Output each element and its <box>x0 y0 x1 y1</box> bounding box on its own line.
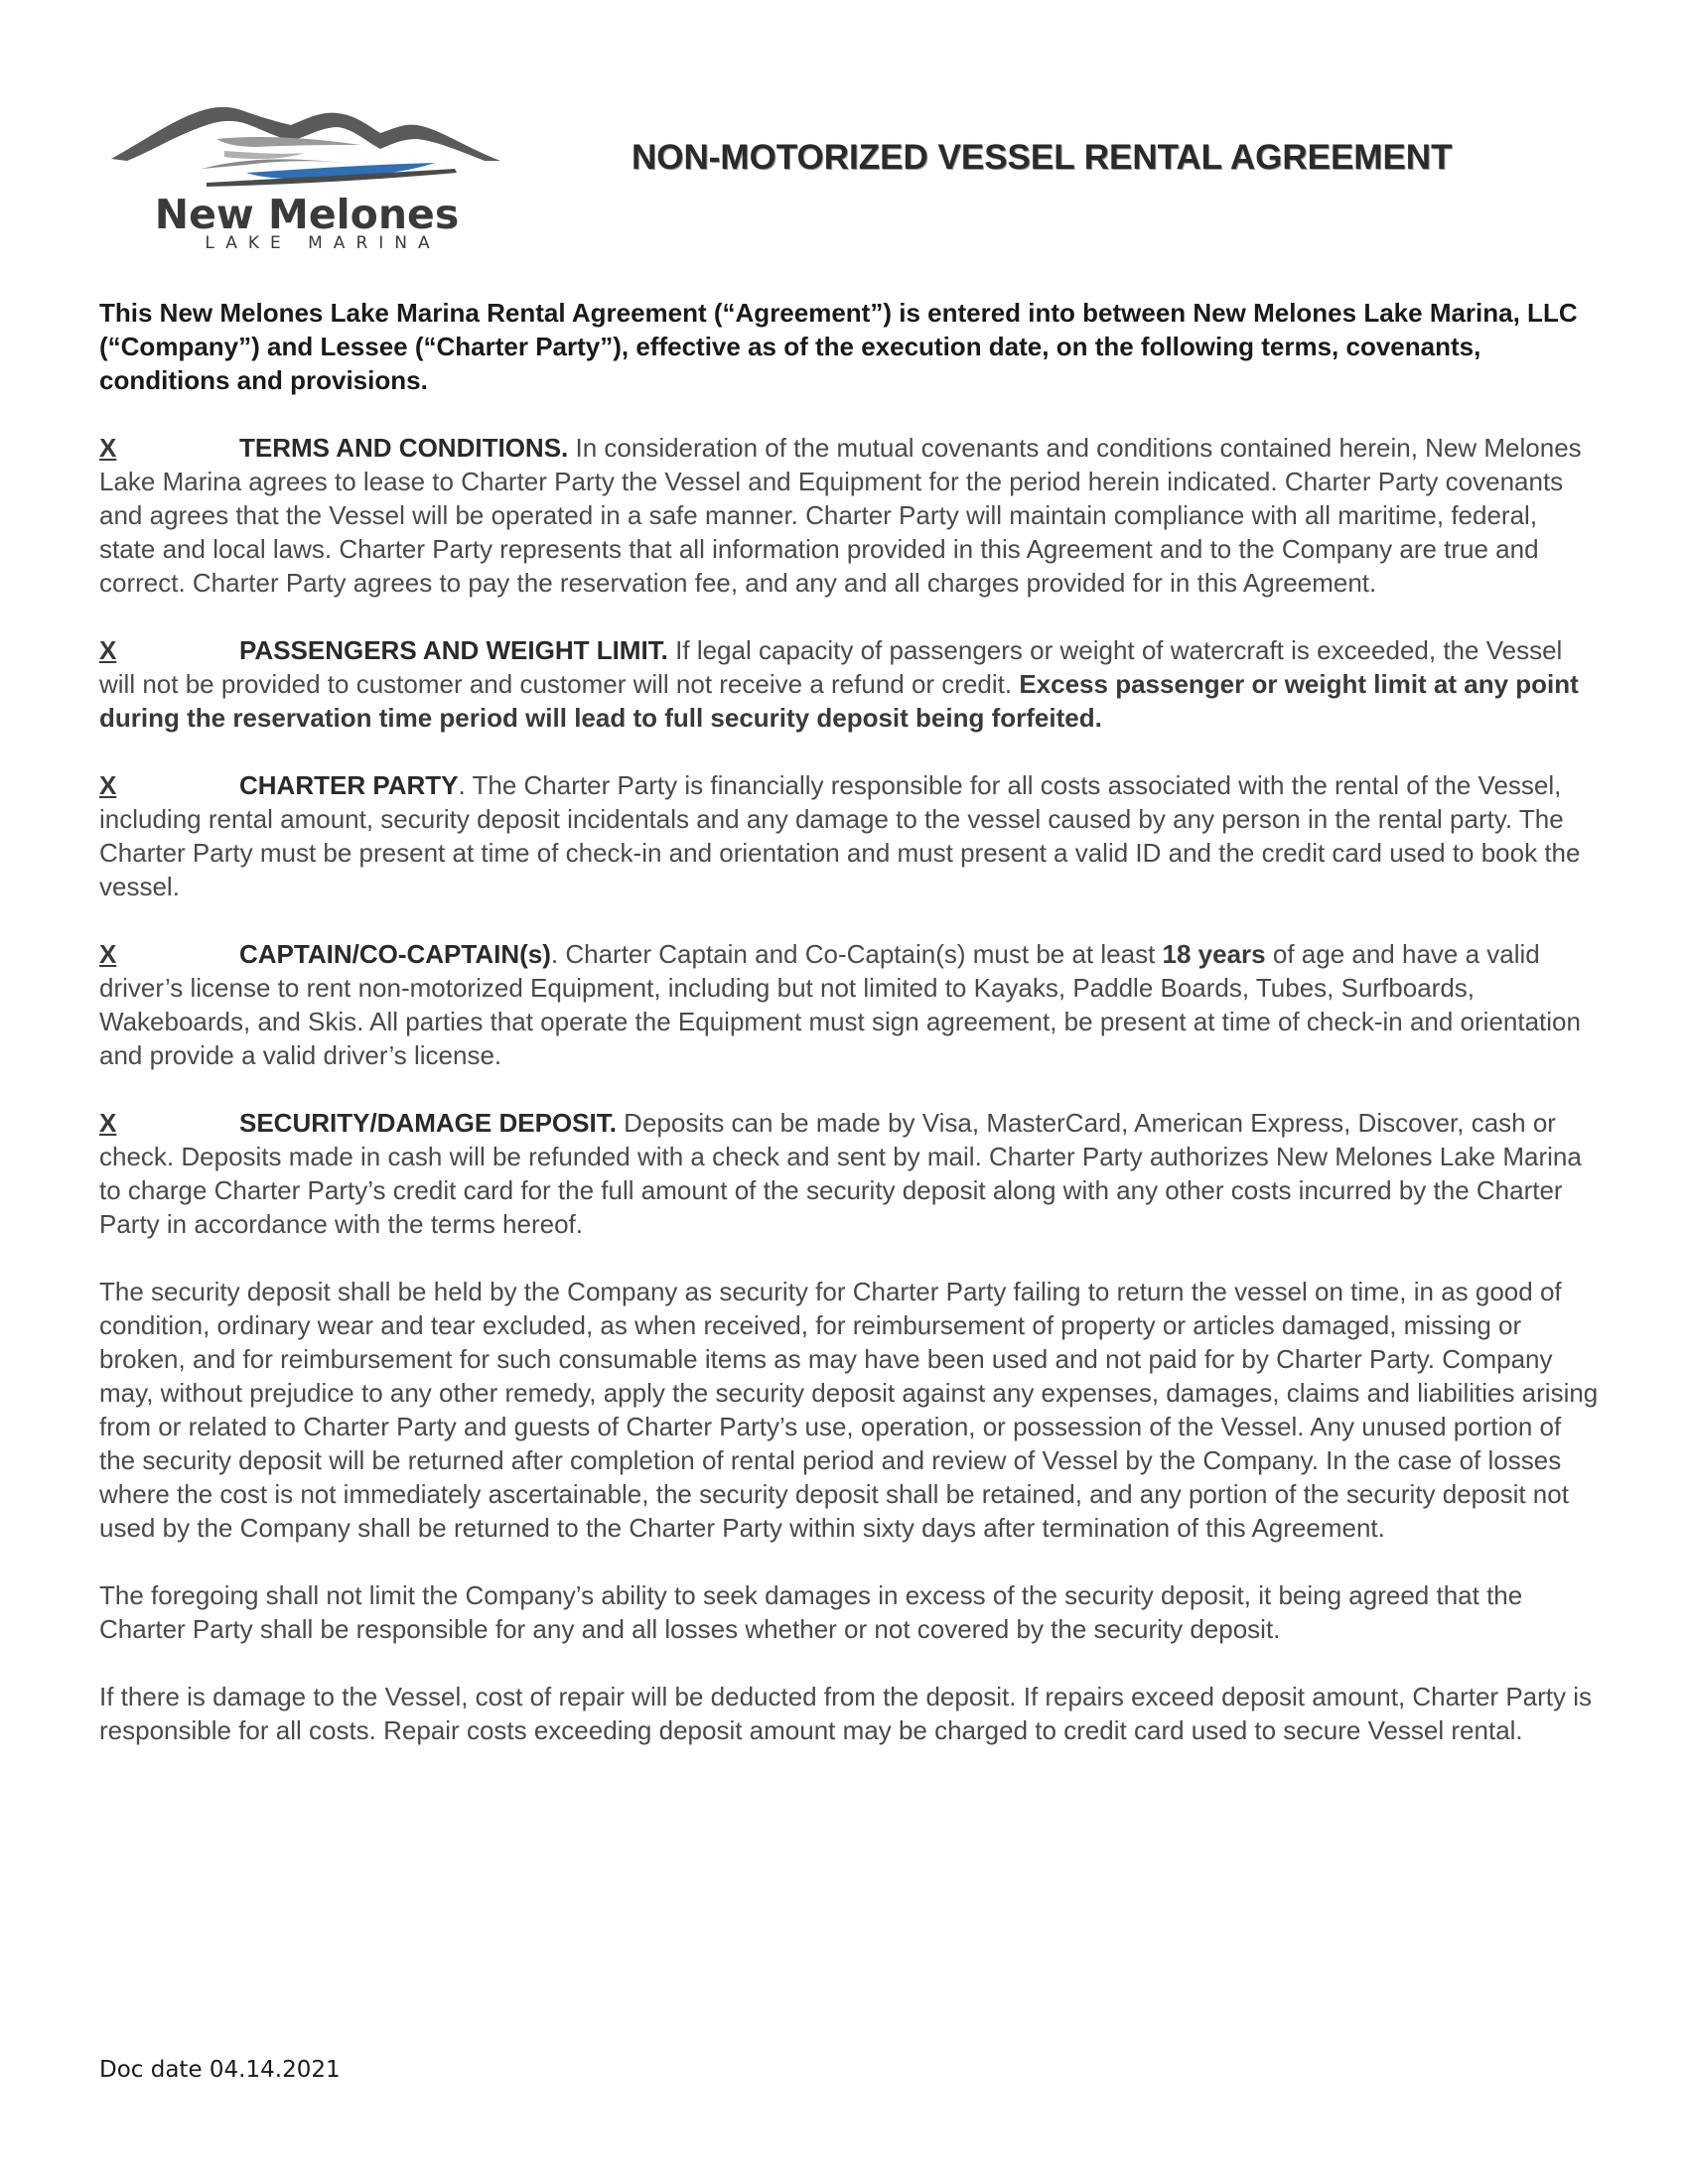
section-heading-terms: TERMS AND CONDITIONS. <box>239 433 569 463</box>
section-captain <box>99 937 1599 1072</box>
section-heading-deposit: SECURITY/DAMAGE DEPOSIT. <box>239 1108 617 1138</box>
initial-mark-deposit: X <box>99 1108 117 1138</box>
minimum-age: 18 years <box>1162 939 1266 969</box>
company-logo <box>107 99 504 258</box>
section-deposit <box>99 1106 1599 1241</box>
section-passengers <box>99 633 1599 735</box>
section-terms <box>99 431 1599 600</box>
paragraph-security-held: The security deposit shall be held by the Company as security for Charter Party failing to return the vessel on time, in as good of condition, ordinary wear and tear excluded, as when received, for reimbursement of property or articles damaged, missing or broken, and for reimbursement for such consumable items as may have been used and not paid for by Charter Party. Company may, without prejudice to any other remedy, apply the security deposit against any expenses, damages, claims and liabilities arising from or related to Charter Party and guests of Charter Party’s use, operation, or possession of the Vessel. Any unused portion of the security deposit will be returned after completion of rental period and review of Vessel by the Company. In the case of losses where the cost is not immediately ascertainable, the security deposit shall be retained, and any portion of the security deposit not used by the Company shall be returned to the Charter Party within sixty days after termination of this Agreement. <box>99 1277 1599 1543</box>
section-text-deposit: Deposits can be made by Visa, MasterCard, American Express, Discover, cash or check. Deposits made in cash will be refunded with a check and sent by mail. Charter Party authorizes New Melones Lake Marina to charge Charter Party’s credit card for the full amount of the security deposit along with any other costs incurred by the Charter Party in accordance with the terms hereof. <box>99 1108 1582 1239</box>
section-bold-text-passengers: Excess passenger or weight limit at any point during the reservation time period will lead to full security deposit being forfeited. <box>99 669 1579 733</box>
intro-paragraph: This New Melones Lake Marina Rental Agreement (“Agreement”) is entered into between New Melones Lake Marina, LLC (“Company”) and Lessee (“Charter Party”), effective as of the execution date, on the following terms, covenants, conditions and provisions. <box>99 298 1578 395</box>
initial-mark-passengers: X <box>99 635 117 665</box>
paragraph-foregoing: The foregoing shall not limit the Company’s ability to seek damages in excess of the security deposit, it being agreed that the Charter Party shall be responsible for any and all losses whether or not covered by the security deposit. <box>99 1580 1523 1644</box>
section-heading-passengers: PASSENGERS AND WEIGHT LIMIT. <box>239 635 668 665</box>
initial-mark-captain: X <box>99 939 117 969</box>
doc-date: Doc date 04.14.2021 <box>99 2057 341 2083</box>
logo-subtitle: LAKE MARINA <box>205 233 441 253</box>
section-text-captain-before: . Charter Captain and Co-Captain(s) must be at least <box>550 939 1163 969</box>
section-heading-charter-party: CHARTER PARTY <box>239 770 459 800</box>
section-charter-party <box>99 768 1599 903</box>
paragraph-damage: If there is damage to the Vessel, cost of repair will be deducted from the deposit. If repairs exceed deposit amount, Charter Party is responsible for all costs. Repair costs exceeding deposit amount may be charged to credit card used to secure Vessel rental. <box>99 1682 1592 1745</box>
section-text-charter-party: . The Charter Party is financially responsible for all costs associated with the rental of the Vessel, including rental amount, security deposit incidentals and any damage to the vessel caused by any person in the rental party. The Charter Party must be present at time of check-in and orientation and must present a valid ID and the credit card used to book the vessel. <box>99 770 1581 901</box>
agreement-body <box>99 296 1599 1781</box>
initial-mark-charter-party: X <box>99 770 117 800</box>
section-text-passengers: If legal capacity of passengers or weight of watercraft is exceeded, the Vessel will not be provided to customer and customer will not receive a refund or credit. <box>99 635 1563 699</box>
section-text-terms: In consideration of the mutual covenants and conditions contained herein, New Melones Lake Marina agrees to lease to Charter Party the Vessel and Equipment for the period herein indicated. Charter Party covenants and agrees that the Vessel will be operated in a safe manner. Charter Party will maintain compliance with all maritime, federal, state and local laws. Charter Party represents that all information provided in this Agreement and to the Company are true and correct. Charter Party agrees to pay the reservation fee, and any and all charges provided for in this Agreement. <box>99 433 1582 598</box>
initial-mark-terms: X <box>99 433 117 463</box>
section-heading-captain: CAPTAIN/CO-CAPTAIN(s) <box>239 939 551 969</box>
section-text-captain-after: of age and have a valid driver’s license to rent non-motorized Equipment, including but not limited to Kayaks, Paddle Boards, Tubes, Surfboards, Wakeboards, and Skis. All parties that operate the Equipment must sign agreement, be present at time of check-in and orientation and provide a valid driver’s license. <box>99 939 1581 1070</box>
logo-name: New Melones <box>154 191 460 238</box>
document-title: NON-MOTORIZED VESSEL RENTAL AGREEMENT <box>632 138 1453 177</box>
